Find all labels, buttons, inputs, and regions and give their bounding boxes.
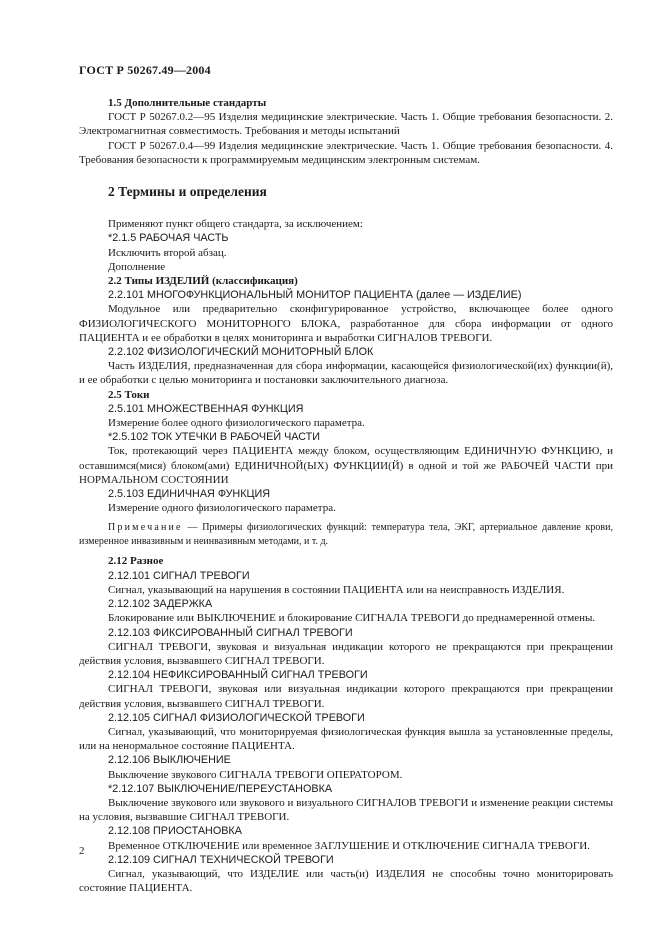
definition-2-12-103: СИГНАЛ ТРЕВОГИ, звуковая и визуальная индикации которого не прекращаются при прекращении действия условия, вызвавшего СИГНАЛ ТРЕВОГИ. <box>79 640 613 667</box>
section-2-addition: Дополнение <box>108 260 166 273</box>
term-2-12-109: 2.12.109 СИГНАЛ ТЕХНИЧЕСКОЙ ТРЕВОГИ <box>108 853 334 866</box>
definition-2-5-103: Измерение одного физиологического параметра. <box>108 502 336 515</box>
term-2-12-107: *2.12.107 ВЫКЛЮЧЕНИЕ/ПЕРЕУСТАНОВКА <box>108 782 333 795</box>
note-2-5 <box>79 521 613 548</box>
term-2-12-101: 2.12.101 СИГНАЛ ТРЕВОГИ <box>108 569 250 582</box>
definition-2-2-101: Модульное или предварительно сконфигурированное устройство, включающее более одного ФИЗИОЛОГИЧЕСКОГО МОНИТОРНОГО БЛОКА, разработанное для сбора информации от одного ПАЦИЕНТА и ее обработки в целях мониторинга и выработки СИГНАЛОВ ТРЕВОГИ. <box>79 303 613 344</box>
term-2-12-106: 2.12.106 ВЫКЛЮЧЕНИЕ <box>108 754 231 767</box>
section-1-5-para-1: ГОСТ Р 50267.0.2—95 Изделия медицинские электрические. Часть 1. Общие требования безопасности. 2. Электромагнитная совместимость. Требования и методы испытаний <box>79 111 613 138</box>
definition-2-12-104: СИГНАЛ ТРЕВОГИ, звуковая или визуальная индикации которого прекращаются при прекращении действия условия, вызвавшего СИГНАЛ ТРЕВОГИ. <box>79 683 613 710</box>
term-2-12-104: 2.12.104 НЕФИКСИРОВАННЫЙ СИГНАЛ ТРЕВОГИ <box>108 669 368 682</box>
definition-2-12-105: Сигнал, указывающий, что мониторируемая физиологическая функция вышла за установленные пределы, или на ненормальное состояние ПАЦИЕНТА. <box>79 725 613 753</box>
section-2-exclude: Исключить второй абзац. <box>108 246 227 259</box>
definition-2-12-101: Сигнал, указывающий на нарушения в состоянии ПАЦИЕНТА или на неисправность ИЗДЕЛИЯ. <box>108 583 565 596</box>
definition-2-5-102: Ток, протекающий через ПАЦИЕНТА между блоком, осуществляющим ЕДИНИЧНУЮ ФУНКЦИЮ, и оставшимся(мися) блоком(ами) ЕДИНИЧНОЙ(ЫХ) ФУНКЦИИ(Й) в одной и той же РАБОЧЕЙ ЧАСТИ при НОРМАЛЬНОМ СОСТОЯНИИ <box>79 445 613 486</box>
section-2-5-title: 2.5 Токи <box>108 388 150 401</box>
definition-2-12-108: Временное ОТКЛЮЧЕНИЕ или временное ЗАГЛУШЕНИЕ И ОТКЛЮЧЕНИЕ СИГНАЛА ТРЕВОГИ. <box>108 839 590 852</box>
term-2-5-101: 2.5.101 МНОЖЕСТВЕННАЯ ФУНКЦИЯ <box>108 402 304 415</box>
term-2-12-105: 2.12.105 СИГНАЛ ФИЗИОЛОГИЧЕСКОЙ ТРЕВОГИ <box>108 711 365 724</box>
note-text: — Примеры физиологических функций: температура тела, ЭКГ, артериальное давление крови, измеренное инвазивным и неинвазивным методами, и т. д. <box>79 522 613 547</box>
definition-2-12-106: Выключение звукового СИГНАЛА ТРЕВОГИ ОПЕРАТОРОМ. <box>108 768 403 781</box>
document-header: ГОСТ Р 50267.49—2004 <box>79 63 211 77</box>
term-2-12-102: 2.12.102 ЗАДЕРЖКА <box>108 598 213 611</box>
term-2-2-101: 2.2.101 МНОГОФУНКЦИОНАЛЬНЫЙ МОНИТОР ПАЦИЕНТА (далее — ИЗДЕЛИЕ) <box>108 289 522 302</box>
section-2-title: 2 Термины и определения <box>108 184 267 200</box>
section-1-5-title: 1.5 Дополнительные стандарты <box>108 97 267 109</box>
section-1-5-para-2: ГОСТ Р 50267.0.4—99 Изделия медицинские электрические. Часть 1. Общие требования безопасности. 4. Требования безопасности к программируемым медицинским электронным системам. <box>79 139 613 166</box>
page-body <box>79 96 613 895</box>
term-2-5-102: *2.5.102 ТОК УТЕЧКИ В РАБОЧЕЙ ЧАСТИ <box>108 431 321 444</box>
term-2-5-103: 2.5.103 ЕДИНИЧНАЯ ФУНКЦИЯ <box>108 488 271 501</box>
section-2-2-title: 2.2 Типы ИЗДЕЛИЙ (классификация) <box>108 275 298 288</box>
page-number: 2 <box>79 845 85 857</box>
section-2-12-title: 2.12 Разное <box>108 555 164 568</box>
definition-2-12-102: Блокирование или ВЫКЛЮЧЕНИЕ и блокирование СИГНАЛА ТРЕВОГИ до преднамеренной отмены. <box>108 612 596 625</box>
definition-2-5-101: Измерение более одного физиологического параметра. <box>108 417 365 430</box>
definition-2-12-109: Сигнал, указывающий, что ИЗДЕЛИЕ или часть(и) ИЗДЕЛИЯ не способны точно мониторировать состояние ПАЦИЕНТА. <box>79 867 613 895</box>
section-2-intro: Применяют пункт общего стандарта, за исключением: <box>108 218 363 231</box>
definition-2-12-107: Выключение звукового или звукового и визуального СИГНАЛОВ ТРЕВОГИ и изменение реакции системы на условия, вызвавшие СИГНАЛ ТРЕВОГИ. <box>79 796 613 824</box>
definition-2-2-102: Часть ИЗДЕЛИЯ, предназначенная для сбора информации, касающейся физиологической(их) функции(й), и ее обработки с целью мониторинга и постановки заключительного диагноза. <box>79 360 613 387</box>
term-2-12-108: 2.12.108 ПРИОСТАНОВКА <box>108 825 242 838</box>
term-2-12-103: 2.12.103 ФИКСИРОВАННЫЙ СИГНАЛ ТРЕВОГИ <box>108 626 353 639</box>
note-label: Примечание <box>108 522 183 534</box>
term-2-1-5: *2.1.5 РАБОЧАЯ ЧАСТЬ <box>108 232 229 245</box>
term-2-2-102: 2.2.102 ФИЗИОЛОГИЧЕСКИЙ МОНИТОРНЫЙ БЛОК <box>108 346 374 359</box>
